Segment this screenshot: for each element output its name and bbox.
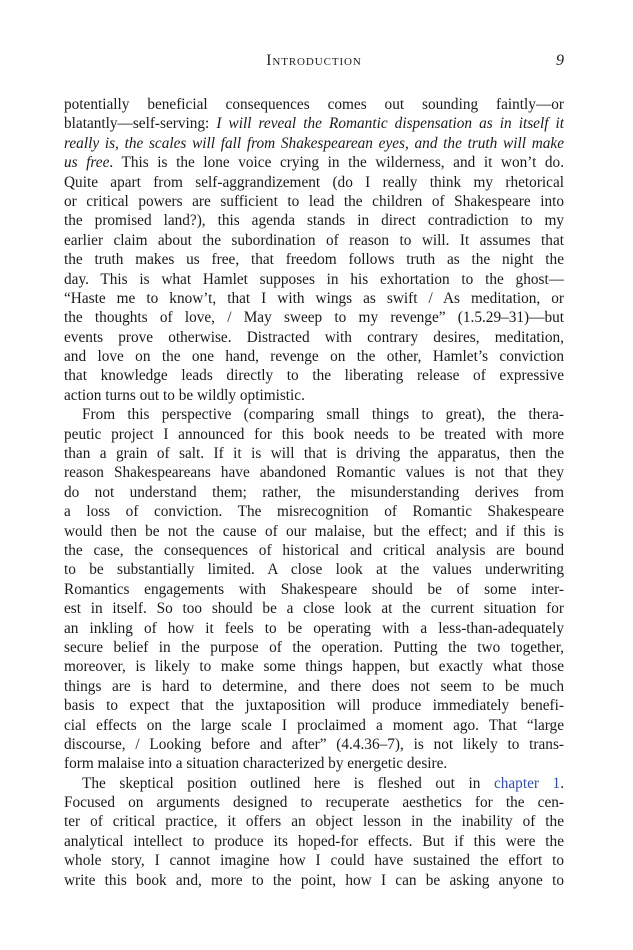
text-line — [64, 716, 564, 735]
text-segment: basis to expect that the juxtaposition will produce immediately benefi- — [64, 697, 564, 715]
text-segment: analytical intellect to produce its hoped-for effects. But if this were the — [64, 832, 564, 850]
body-text — [64, 95, 564, 890]
text-segment: cial effects on the large scale I proclaimed a moment ago. That “large — [64, 716, 564, 734]
text-segment: or critical powers are sufficient to lead the children of Shakespeare into — [64, 192, 564, 210]
text-line — [64, 114, 564, 133]
text-line — [64, 425, 564, 444]
text-line — [64, 386, 564, 405]
text-segment: that knowledge leads directly to the liberating release of expressive — [64, 367, 564, 385]
text-segment: discourse, / Looking before and after” (4.4.36–7), is not likely to trans- — [64, 735, 564, 753]
text-line — [64, 153, 564, 172]
text-line — [64, 483, 564, 502]
text-line — [64, 211, 564, 230]
text-segment: whole story, I cannot imagine how I could have sustained the effort to — [64, 852, 564, 870]
text-line — [64, 366, 564, 385]
text-line — [64, 754, 564, 773]
text-segment: . — [560, 774, 564, 792]
text-segment: blatantly—self-serving: — [64, 115, 217, 133]
text-segment: events prove otherwise. Distracted with contrary desires, meditation, — [64, 328, 564, 346]
text-segment: est in itself. So too should be a close look at the current situation for — [64, 600, 564, 618]
text-line — [64, 522, 564, 541]
text-segment: the case, the consequences of historical and critical analysis are bound — [64, 541, 564, 559]
text-segment: the promised land?), this agenda stands in direct contradiction to my — [64, 212, 564, 230]
text-line — [64, 793, 564, 812]
text-segment: From this perspective (comparing small things to great), the thera- — [82, 406, 564, 424]
text-line — [64, 270, 564, 289]
text-segment: potentially beneficial consequences comes out sounding faintly—or — [64, 96, 564, 113]
text-segment: would then be not the cause of our malaise, but the effect; and if this is — [64, 522, 564, 540]
text-line — [64, 851, 564, 870]
text-segment: form malaise into a situation characterized by energetic desire. — [64, 755, 448, 773]
text-segment: moreover, is likely to make some things happen, but exactly what those — [64, 658, 564, 676]
page-number: 9 — [556, 52, 564, 69]
text-line — [64, 677, 564, 696]
text-segment: Focused on arguments designed to recuperate aesthetics for the cen- — [64, 794, 564, 812]
text-line — [64, 250, 564, 269]
text-segment: action turns out to be wildly optimistic. — [64, 386, 305, 404]
text-line — [64, 173, 564, 192]
italic-text: I will reveal the Romantic dispensation as in itself it — [216, 115, 564, 133]
text-line — [64, 541, 564, 560]
text-line — [64, 347, 564, 366]
text-line — [64, 832, 564, 851]
text-line — [64, 735, 564, 754]
text-line — [64, 192, 564, 211]
text-segment: an inkling of how it feels to be operating with a less-than-adequately — [64, 619, 564, 637]
text-segment: than a grain of salt. If it is will that is driving the apparatus, then the — [64, 445, 564, 463]
text-line — [64, 619, 564, 638]
italic-text: us free — [64, 154, 110, 172]
text-line — [64, 560, 564, 579]
text-line — [64, 289, 564, 308]
text-segment: the thoughts of love, / May sweep to my revenge” (1.5.29–31)—but — [64, 309, 564, 327]
text-segment: and love on the one hand, revenge on the other, Hamlet’s conviction — [64, 348, 564, 366]
text-line — [64, 812, 564, 831]
text-segment: earlier claim about the subordination of reason to will. It assumes that — [64, 231, 564, 249]
chapter-link[interactable]: chapter 1 — [493, 774, 561, 792]
text-line — [64, 308, 564, 327]
text-segment: Quite apart from self-aggrandizement (do I really think my rhetorical — [64, 173, 564, 191]
text-line — [64, 657, 564, 676]
italic-text: really is, the scales will fall from Shakespearean eyes, and the truth will make — [64, 134, 564, 152]
running-head — [64, 52, 564, 74]
text-segment: . This is the lone voice crying in the wilderness, and it won’t do. — [109, 154, 564, 172]
text-line — [64, 696, 564, 715]
text-segment: do not understand them; rather, the misunderstanding derives from — [64, 483, 564, 501]
text-segment: to be substantially limited. A close look at the values underwriting — [64, 561, 564, 579]
text-segment: day. This is what Hamlet supposes in his exhortation to the ghost— — [64, 270, 564, 288]
text-segment: Romantics engagements with Shakespeare should be of some inter- — [64, 580, 564, 598]
text-segment: peutic project I announced for this book needs to be treated with more — [64, 425, 564, 443]
chapter-title: Introduction — [266, 52, 362, 69]
text-line — [64, 95, 564, 114]
text-segment: things are is hard to determine, and there does not seem to be much — [64, 677, 564, 695]
text-line — [64, 502, 564, 521]
text-line — [64, 638, 564, 657]
text-segment: a loss of conviction. The misrecognition of Romantic Shakespeare — [64, 503, 564, 521]
text-line — [64, 231, 564, 250]
text-line — [64, 328, 564, 347]
text-segment: reason Shakespeareans have abandoned Romantic values is not that they — [64, 464, 564, 482]
text-line — [64, 580, 564, 599]
text-line — [64, 463, 564, 482]
text-line — [64, 871, 564, 890]
text-segment: the truth makes us free, that freedom follows truth as the night the — [64, 251, 564, 269]
text-line — [64, 444, 564, 463]
text-segment: write this book and, more to the point, how I can be asking anyone to — [64, 871, 564, 889]
text-segment: secure belief in the purpose of the operation. Putting the two together, — [64, 638, 564, 656]
text-line — [64, 599, 564, 618]
text-line — [64, 405, 564, 424]
text-segment: ter of critical practice, it offers an object lesson in the inability of the — [64, 813, 564, 831]
text-segment: The skeptical position outlined here is fleshed out in — [82, 774, 494, 792]
text-line — [64, 134, 564, 153]
text-segment: “Haste me to know’t, that I with wings as swift / As meditation, or — [64, 289, 564, 307]
text-line — [64, 774, 564, 793]
